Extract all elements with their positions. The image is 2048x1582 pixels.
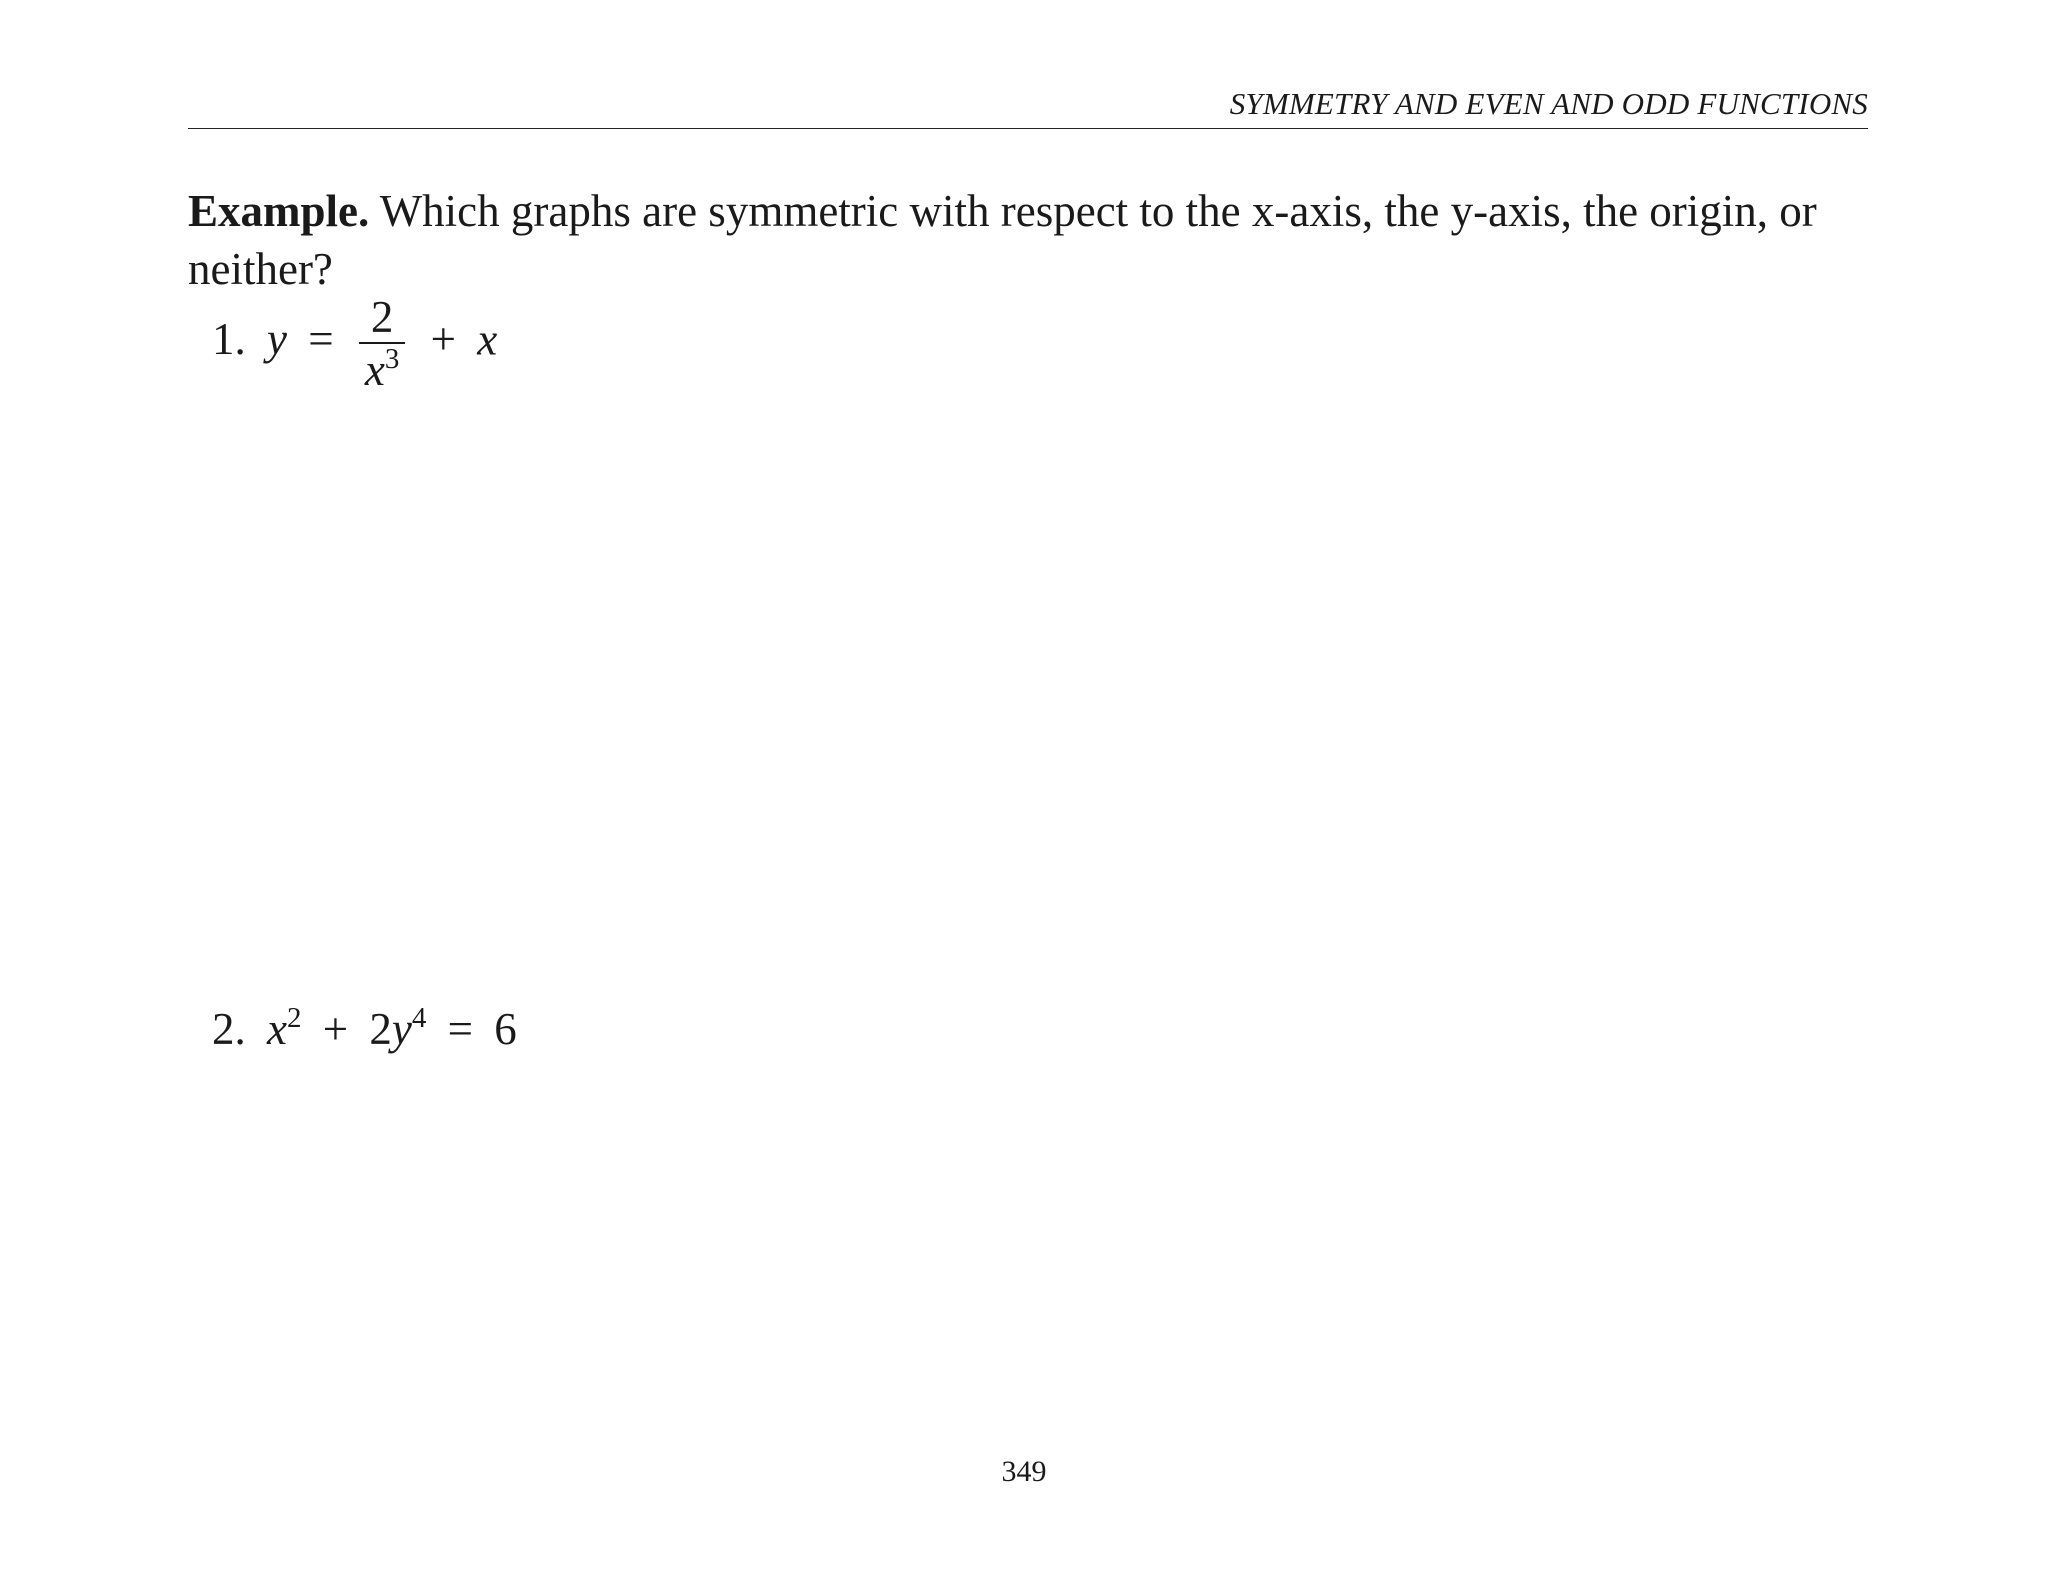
problem-2-term2-base: y <box>391 1004 412 1054</box>
example-label: Example. <box>188 186 370 236</box>
example-question: Which graphs are symmetric with respect to the x-axis, the y-axis, the origin, or neither? <box>188 186 1817 294</box>
problem-1-fraction <box>359 292 405 396</box>
fraction-numerator: 2 <box>370 292 394 342</box>
problem-1-term: x <box>477 314 498 365</box>
problem-1 <box>212 292 497 412</box>
problem-1-equals: = <box>308 314 334 365</box>
problem-2-number: 2. <box>212 1004 246 1054</box>
problem-1-lhs: y <box>267 314 287 365</box>
problem-2-term1-base: x <box>267 1004 287 1054</box>
fraction-denominator <box>359 344 405 396</box>
example-paragraph <box>188 182 1878 298</box>
problem-2-term2-coefficient: 2 <box>369 1004 392 1054</box>
problem-2 <box>212 1003 517 1055</box>
problem-2-term1-exponent: 2 <box>286 1002 302 1034</box>
problem-2-plus: + <box>322 1004 349 1054</box>
problem-2-term2-exponent: 4 <box>411 1002 427 1034</box>
problem-2-equals: = <box>447 1004 473 1054</box>
problem-1-number: 1. <box>212 314 246 365</box>
running-header: SYMMETRY AND EVEN AND ODD FUNCTIONS <box>1229 86 1868 121</box>
problem-1-plus: + <box>430 314 456 365</box>
denominator-base: x <box>364 345 385 395</box>
problem-2-rhs: 6 <box>494 1004 517 1054</box>
denominator-exponent: 3 <box>384 343 400 375</box>
page-number: 349 <box>1001 1455 1047 1488</box>
header-rule <box>188 128 1868 129</box>
